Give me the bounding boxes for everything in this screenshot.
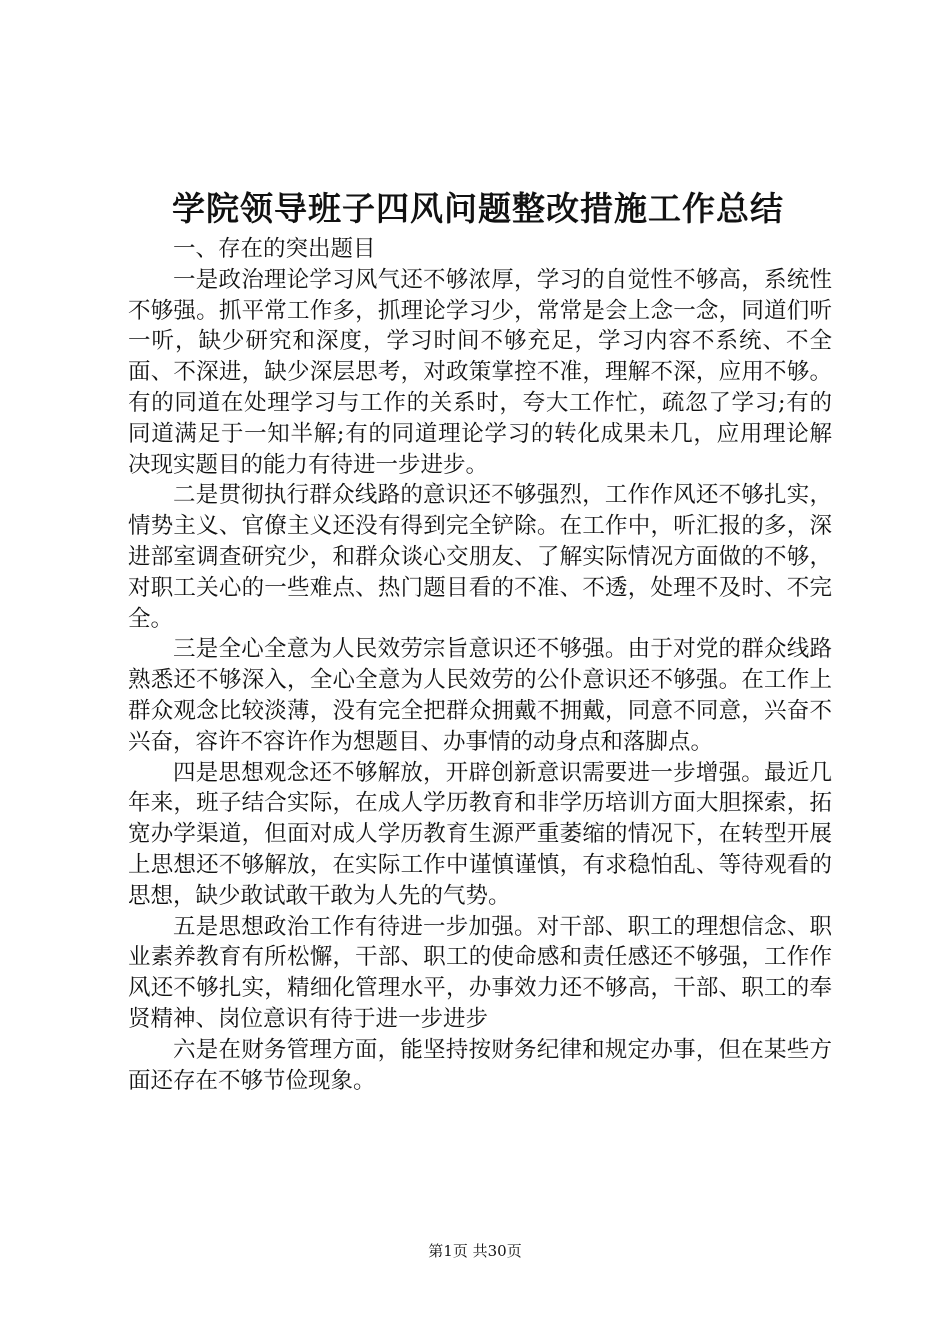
document-body <box>128 234 832 1096</box>
paragraph-2: 二是贯彻执行群众线路的意识还不够强烈，工作作风还不够扎实，情势主义、官僚主义还没有得到完全铲除。在工作中，听汇报的多，深进部室调查研究少，和群众谈心交朋友、了解实际情况方面做的不够，对职工关心的一些难点、热门题目看的不准、不透，处理不及时、不完全。 <box>128 482 832 632</box>
paragraph-6: 六是在财务管理方面，能坚持按财务纪律和规定办事，但在某些方面还存在不够节俭现象。 <box>128 1036 832 1094</box>
paragraph-4: 四是思想观念还不够解放，开辟创新意识需要进一步增强。最近几年来，班子结合实际，在成人学历教育和非学历培训方面大胆探索，拓宽办学渠道，但面对成人学历教育生源严重萎缩的情况下，在转型开展上思想还不够解放，在实际工作中谨慎谨慎，有求稳怕乱、等待观看的思想，缺少敢试敢干敢为人先的气势。 <box>128 759 832 909</box>
paragraph-3: 三是全心全意为人民效劳宗旨意识还不够强。由于对党的群众线路熟悉还不够深入，全心全意为人民效劳的公仆意识还不够强。在工作上群众观念比较淡薄，没有完全把群众拥戴不拥戴，同意不同意，兴奋不兴奋，容许不容许作为想题目、办事情的动身点和落脚点。 <box>128 636 832 755</box>
section-heading: 一、存在的突出题目 <box>173 236 376 262</box>
paragraph-1: 一是政治理论学习风气还不够浓厚，学习的自觉性不够高，系统性不够强。抓平常工作多，抓理论学习少，常常是会上念一念，同道们听一听，缺少研究和深度，学习时间不够充足，学习内容不系统、不全面、不深进，缺少深层思考，对政策掌控不准，理解不深，应用不够。有的同道在处理学习与工作的关系时，夸大工作忙，疏忽了学习;有的同道满足于一知半解;有的同道理论学习的转化成果未几，应用理论解决现实题目的能力有待进一步进步。 <box>128 266 832 478</box>
document-title: 学院领导班子四风问题整改措施工作总结 <box>172 189 784 228</box>
paragraph-5: 五是思想政治工作有待进一步加强。对干部、职工的理想信念、职业素养教育有所松懈，干部、职工的使命感和责任感还不够强，工作作风还不够扎实，精细化管理水平，办事效力还不够高，干部、职工的奉贤精神、岗位意识有待于进一步进步 <box>128 913 832 1032</box>
page-number-footer: 第1页 共30页 <box>428 1242 522 1260</box>
